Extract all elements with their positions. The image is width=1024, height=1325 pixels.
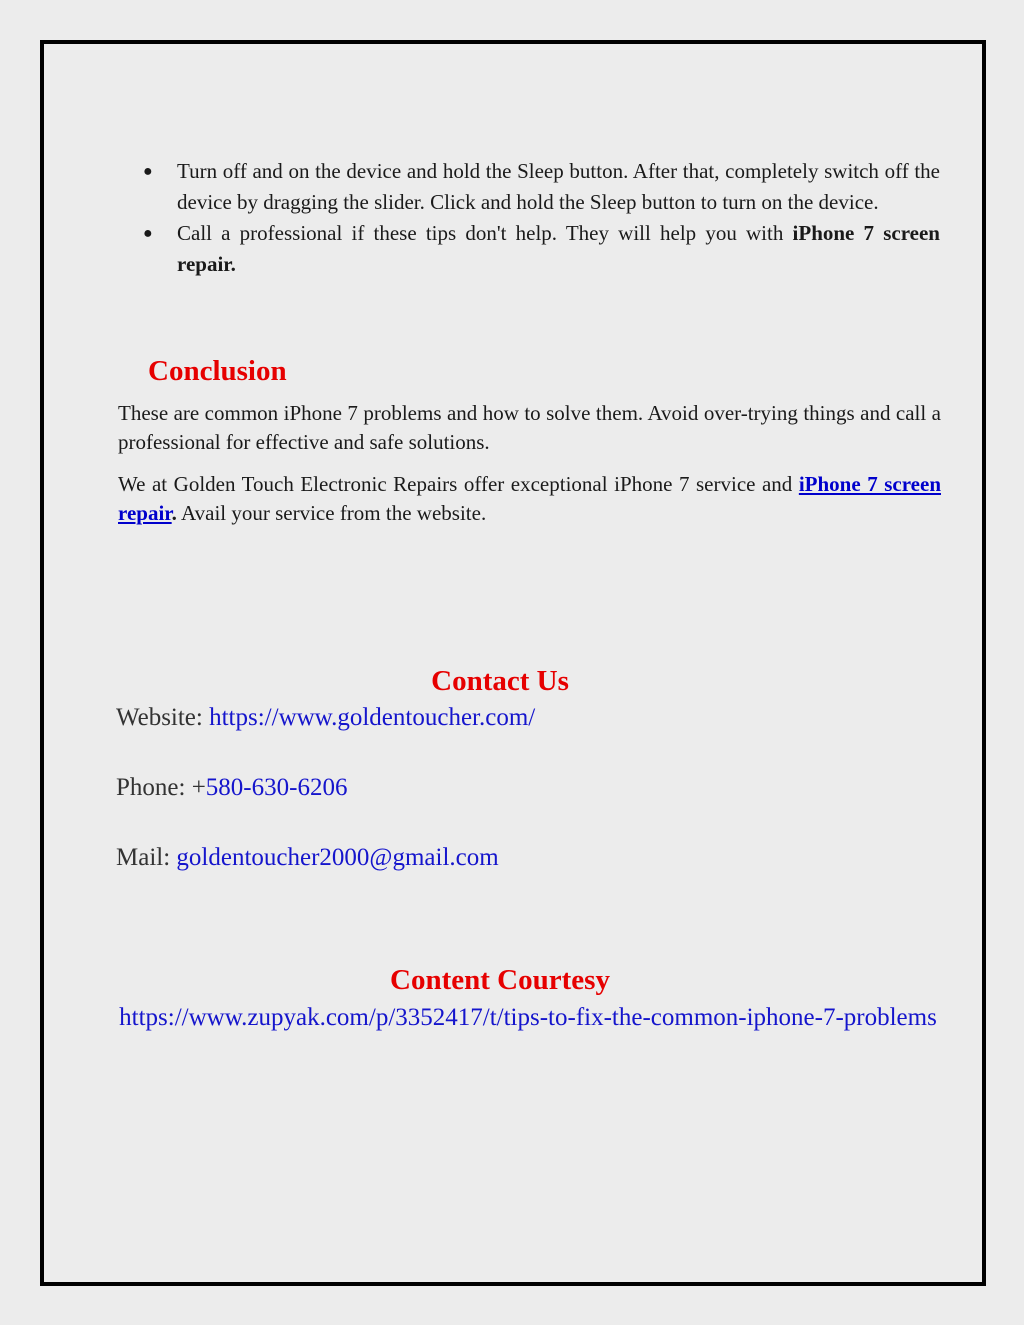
phone-label: Phone: +: [116, 774, 206, 801]
list-item: [132, 218, 940, 280]
bullet-dot-icon: ●: [143, 163, 153, 180]
phone-link[interactable]: 580-630-6206: [205, 774, 348, 801]
tips-bullet-list: [132, 156, 940, 280]
service-paragraph: [118, 470, 941, 528]
bullet-text: Turn off and on the device and hold the Sleep button. After that, completely switch off the device by dragging the slider. Click and hold the Sleep button to turn on the device.: [177, 159, 940, 214]
service-text-end: Avail your service from the website.: [176, 501, 487, 525]
conclusion-paragraph: These are common iPhone 7 problems and how to solve them. Avoid over-trying things and call a professional for effective and safe solutions.: [118, 401, 941, 454]
website-link[interactable]: https://www.goldentoucher.com/: [209, 704, 536, 731]
mail-line: [116, 843, 499, 873]
courtesy-link[interactable]: https://www.zupyak.com/p/3352417/t/tips-to-fix-the-common-iphone-7-problems: [119, 1004, 937, 1031]
contact-heading: Contact Us: [431, 665, 569, 697]
conclusion-heading: Conclusion: [148, 355, 287, 387]
link-period: .: [171, 501, 177, 525]
service-text: We at Golden Touch Electronic Repairs offer exceptional iPhone 7 service and: [118, 472, 799, 496]
bullet-bold-text: iPhone 7 screen repair.: [177, 221, 940, 276]
website-line: [116, 703, 535, 733]
website-label: Website:: [116, 704, 210, 731]
bullet-dot-icon: ●: [143, 225, 153, 242]
iphone-repair-link[interactable]: iPhone 7 screen repair: [118, 472, 941, 525]
mail-link[interactable]: goldentoucher2000@gmail.com: [176, 844, 499, 871]
courtesy-heading: Content Courtesy: [390, 964, 610, 996]
mail-label: Mail:: [116, 844, 177, 871]
bullet-text: Call a professional if these tips don't help. They will help you with: [177, 221, 793, 245]
phone-line: [116, 773, 347, 803]
list-item: [132, 156, 940, 218]
